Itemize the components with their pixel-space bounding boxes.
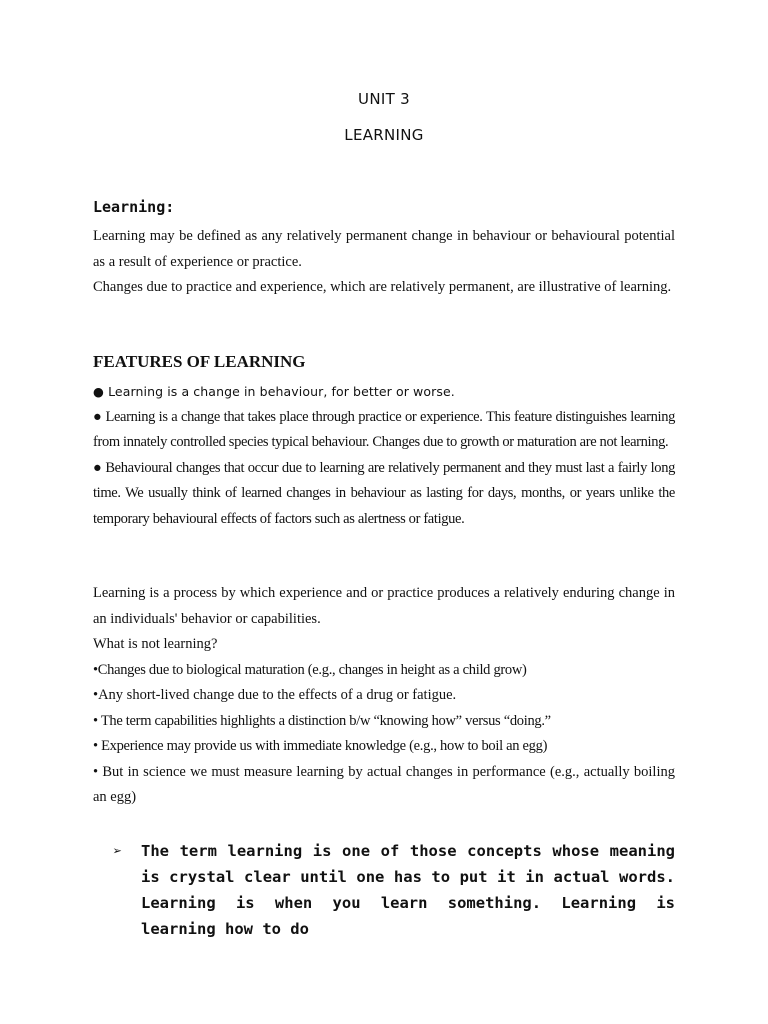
process-paragraph: Learning is a process by which experience and or practice produces a relatively enduring change in an individuals' behavior or capabilities. [93,585,675,627]
not-learning-question: What is not learning? [93,636,218,652]
definition-block [93,224,675,301]
not-learning-item-4: • Experience may provide us with immediate knowledge (e.g., how to boil an egg) [93,738,548,754]
feature-item-1: ● Learning is a change in behaviour, for better or worse. [93,384,455,399]
definition-paragraph-1: Learning may be defined as any relatively permanent change in behaviour or behavioural potential as a result of experience or practice. [93,228,675,270]
not-learning-item-2: •Any short-lived change due to the effects of a drug or fatigue. [93,687,457,703]
feature-item-2: ● Learning is a change that takes place through practice or experience. This feature distinguishes learning from innately controlled species typical behaviour. Changes due to growth or maturation are not learning. [93,408,675,450]
features-list [93,379,675,532]
unit-label: UNIT 3 [358,90,410,108]
arrow-bullet-icon: ➢ [113,842,123,860]
not-learning-item-1: •Changes due to biological maturation (e.g., changes in height as a child grow) [93,661,527,678]
feature-item-3: ● Behavioural changes that occur due to learning are relatively permanent and they must last a fairly long time. We usually think of learned changes in behaviour as lasting for days, months, or years unlike the temporary behavioural effects of factors such as alertness or fatigue. [93,459,675,527]
highlight-bullet [113,838,675,942]
page-title: LEARNING [344,126,424,144]
section-heading-features: FEATURES OF LEARNING [93,352,306,371]
definition-paragraph-2: Changes due to practice and experience, which are relatively permanent, are illustrative of learning. [93,279,672,295]
highlight-text: The term learning is one of those concepts whose meaning is crystal clear until one has to put it in actual words. Learning is when you learn something. Learning is learning how to do [141,842,675,938]
not-learning-item-3: • The term capabilities highlights a distinction b/w “knowing how” versus “doing.” [93,712,551,729]
not-learning-item-5: • But in science we must measure learning by actual changes in performance (e.g., actually boiling an egg) [93,763,675,805]
section-heading-learning: Learning: [93,198,175,216]
process-block [93,581,675,811]
